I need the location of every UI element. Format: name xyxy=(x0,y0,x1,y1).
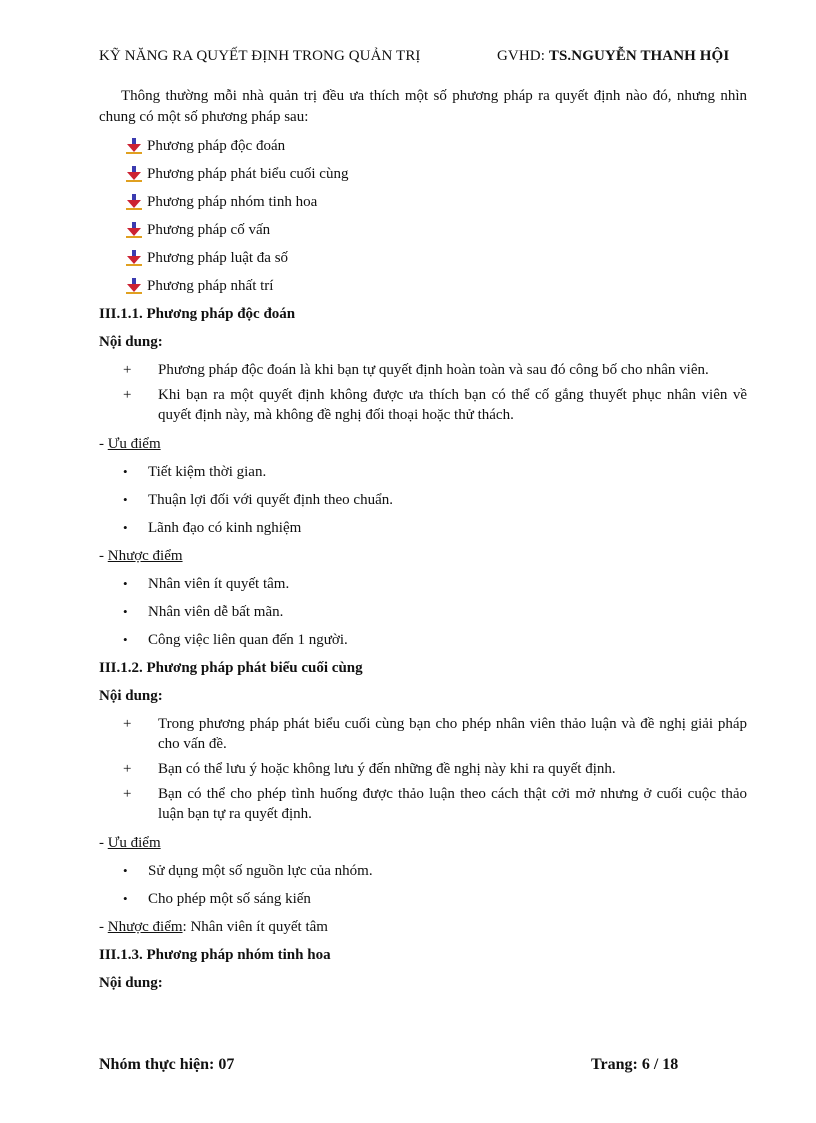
list-item xyxy=(99,885,747,913)
point-text: Bạn có thể cho phép tình huống được thảo luận theo cách thật cởi mở nhưng ở cuối cuộc thảo luận bạn tự ra quyết định. xyxy=(158,786,747,822)
bullet-marker: • xyxy=(123,576,128,591)
method-label: Phương pháp cố vấn xyxy=(147,222,271,238)
bullet-marker: • xyxy=(123,863,128,878)
plus-marker: + xyxy=(123,786,132,802)
bullet-marker: • xyxy=(123,492,128,507)
methods-list xyxy=(99,132,747,300)
method-label: Phương pháp phát biểu cuối cùng xyxy=(147,166,349,182)
list-item xyxy=(99,360,747,380)
cons-label xyxy=(99,542,747,570)
cons-label-text: Nhược điểm xyxy=(107,548,183,564)
list-item xyxy=(99,244,747,272)
cons-text: : Nhân viên ít quyết tâm xyxy=(182,919,328,935)
content-label: Nội dung: xyxy=(99,334,163,350)
list-item xyxy=(99,714,747,754)
arrow-bullet-icon xyxy=(125,166,143,182)
cons-prefix: - xyxy=(99,919,108,935)
list-item xyxy=(99,570,747,598)
bullet-marker: • xyxy=(123,464,128,479)
list-item xyxy=(99,857,747,885)
footer-page-number: Trang: 6 / 18 xyxy=(591,1056,679,1073)
item-text: Lãnh đạo có kinh nghiệm xyxy=(148,520,302,536)
item-text: Tiết kiệm thời gian. xyxy=(148,464,267,480)
item-text: Cho phép một số sáng kiến xyxy=(148,891,311,907)
list-item xyxy=(99,598,747,626)
list-item xyxy=(99,626,747,654)
bullet-marker: • xyxy=(123,891,128,906)
page-content xyxy=(99,86,747,997)
method-label: Phương pháp nhất trí xyxy=(147,278,274,294)
bullet-marker: • xyxy=(123,604,128,619)
method-label: Phương pháp nhóm tinh hoa xyxy=(147,194,318,210)
pros-label-text: Ưu điểm xyxy=(107,436,161,452)
list-item xyxy=(99,784,747,824)
pros-label-text: Ưu điểm xyxy=(107,835,161,851)
cons-label xyxy=(99,913,747,941)
plus-marker: + xyxy=(123,387,132,403)
footer-group: Nhóm thực hiện: 07 xyxy=(99,1056,235,1073)
header-advisor xyxy=(497,48,729,65)
point-text: Phương pháp độc đoán là khi bạn tự quyết định hoàn toàn và sau đó công bố cho nhân viên. xyxy=(158,362,709,378)
item-text: Thuận lợi đối với quyết định theo chuẩn. xyxy=(148,492,393,508)
header-advisor-name: TS.NGUYỄN THANH HỘI xyxy=(548,48,730,64)
point-text: Bạn có thể lưu ý hoặc không lưu ý đến những đề nghị này khi ra quyết định. xyxy=(158,761,616,777)
content-label: Nội dung: xyxy=(99,975,163,991)
arrow-bullet-icon xyxy=(125,222,143,238)
point-text: Trong phương pháp phát biểu cuối cùng bạn cho phép nhân viên thảo luận và đề nghị giải pháp cho vấn đề. xyxy=(158,716,747,752)
list-item xyxy=(99,160,747,188)
pros-prefix: - xyxy=(99,436,108,452)
list-item xyxy=(99,486,747,514)
cons-label-text: Nhược điểm xyxy=(107,919,183,935)
cons-prefix: - xyxy=(99,548,108,564)
arrow-bullet-icon xyxy=(125,138,143,154)
plus-marker: + xyxy=(123,716,132,732)
section-heading: III.1.2. Phương pháp phát biểu cuối cùng xyxy=(99,660,363,676)
arrow-bullet-icon xyxy=(125,278,143,294)
item-text: Nhân viên ít quyết tâm. xyxy=(148,576,290,592)
header-advisor-label: GVHD: xyxy=(497,48,545,64)
arrow-bullet-icon xyxy=(125,250,143,266)
method-label: Phương pháp độc đoán xyxy=(147,138,286,154)
item-text: Công việc liên quan đến 1 người. xyxy=(148,632,348,648)
method-label: Phương pháp luật đa số xyxy=(147,250,289,266)
list-item xyxy=(99,759,747,779)
bullet-marker: • xyxy=(123,520,128,535)
pros-prefix: - xyxy=(99,835,108,851)
list-item xyxy=(99,514,747,542)
list-item xyxy=(99,385,747,425)
list-item xyxy=(99,272,747,300)
point-text: Khi bạn ra một quyết định không được ưa thích bạn có thể cố gắng thuyết phục nhân viên về quyết định này, mà không đề nghị đối thoại hoặc thử thách. xyxy=(158,387,747,423)
list-item xyxy=(99,216,747,244)
intro-paragraph: Thông thường mỗi nhà quản trị đều ưa thích một số phương pháp ra quyết định nào đó, nhưng nhìn chung có một số phương pháp sau: xyxy=(99,88,747,125)
content-label: Nội dung: xyxy=(99,688,163,704)
list-item xyxy=(99,132,747,160)
bullet-marker: • xyxy=(123,632,128,647)
list-item xyxy=(99,458,747,486)
arrow-bullet-icon xyxy=(125,194,143,210)
pros-label xyxy=(99,829,747,857)
item-text: Sử dụng một số nguồn lực của nhóm. xyxy=(148,863,373,879)
plus-marker: + xyxy=(123,362,132,378)
section-heading: III.1.3. Phương pháp nhóm tinh hoa xyxy=(99,947,331,963)
section-heading: III.1.1. Phương pháp độc đoán xyxy=(99,306,296,322)
header-title: KỸ NĂNG RA QUYẾT ĐỊNH TRONG QUẢN TRỊ xyxy=(99,48,421,64)
plus-marker: + xyxy=(123,761,132,777)
item-text: Nhân viên dễ bất mãn. xyxy=(148,604,284,620)
pros-label xyxy=(99,430,747,458)
list-item xyxy=(99,188,747,216)
